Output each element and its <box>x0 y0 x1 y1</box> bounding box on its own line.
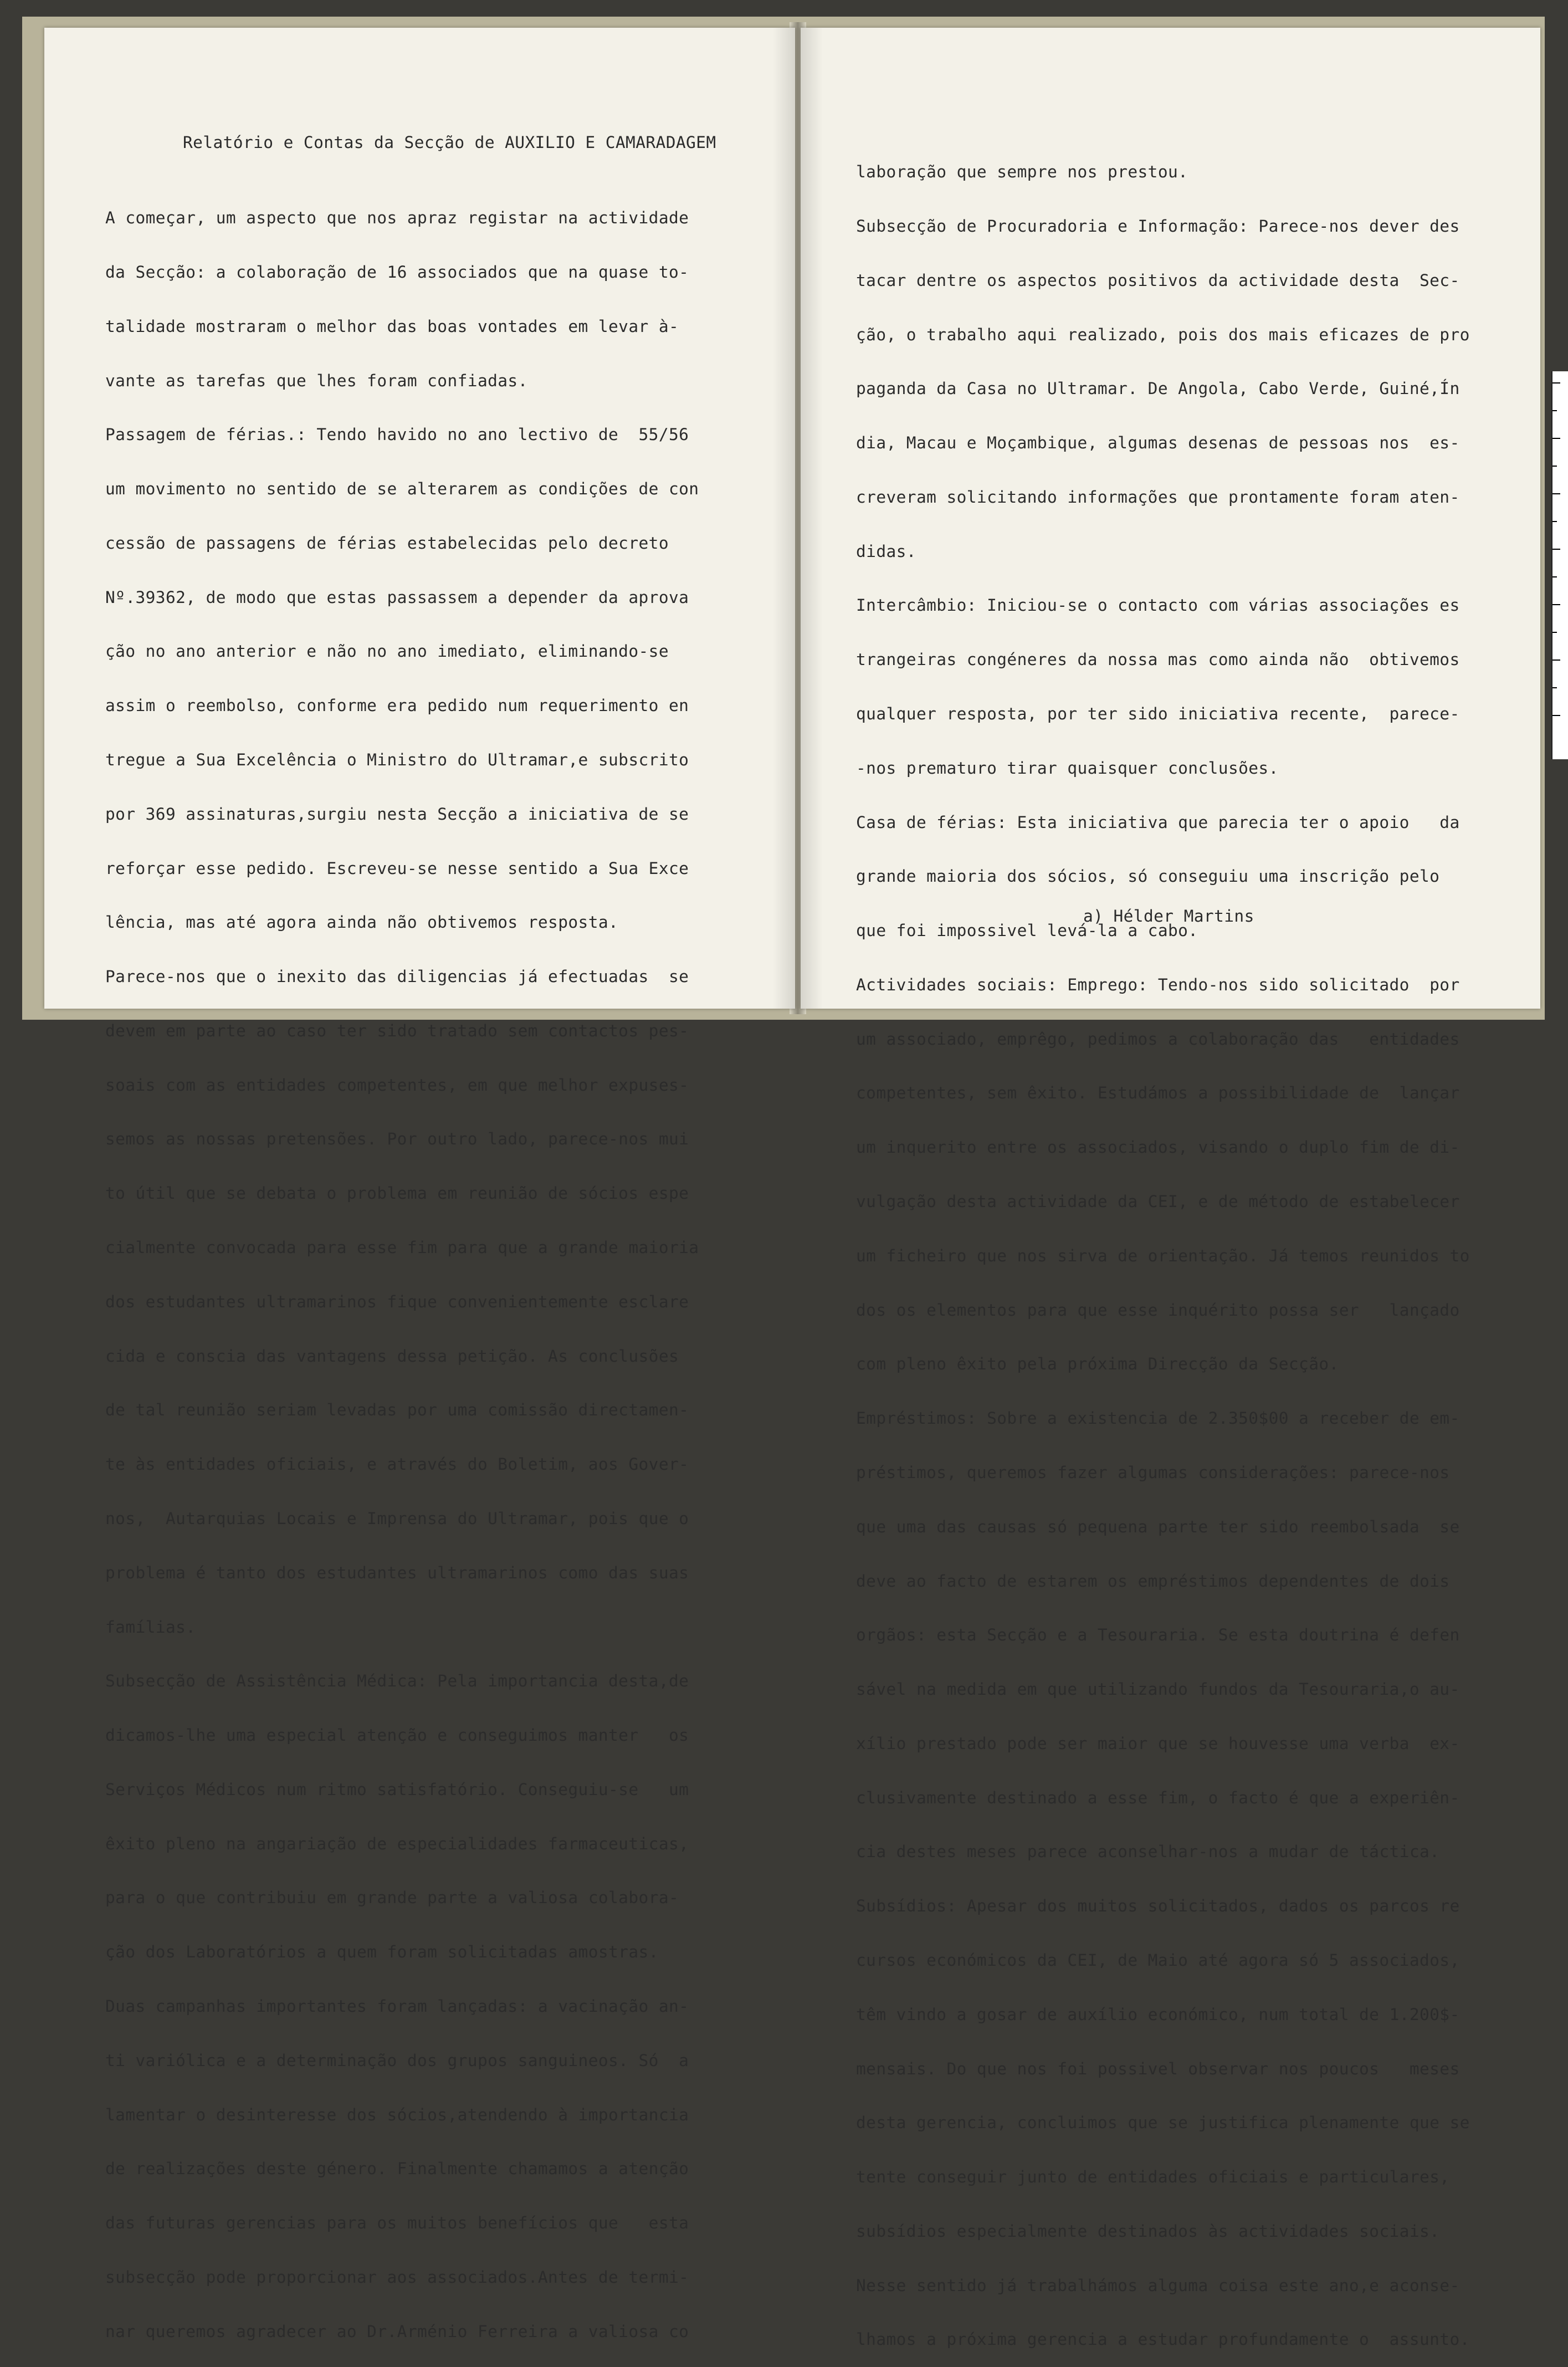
text-line: competentes, sem êxito. Estudámos a possibilidade de lançar <box>856 1083 1460 1103</box>
text-line: Empréstimos: Sobre a existencia de 2.350$00 a receber de em- <box>856 1409 1460 1428</box>
text-line: ção dos Laboratórios a quem foram solicitadas amostras. <box>105 1942 659 1962</box>
left-page-gutter-shadow <box>773 28 795 1009</box>
text-line: qualquer resposta, por ter sido iniciativa recente, parece- <box>856 704 1460 723</box>
text-line: tente conseguir junto de entidades oficiais e particulares, <box>856 2167 1450 2187</box>
text-line: vulgação desta actividade da CEI, e de método de estabelecer <box>856 1192 1460 1211</box>
text-line: semos as nossas pretensões. Por outro lado, parece-nos mui <box>105 1129 689 1149</box>
text-line: sável na medida em que utilizando fundos da Tesouraria,o au- <box>856 1680 1460 1699</box>
text-line: Duas campanhas importantes foram lançadas: a vacinação an- <box>105 1996 689 2016</box>
text-line: Parece-nos que o inexito das diligencias já efectuadas se <box>105 967 689 986</box>
ruler-tick <box>1552 466 1557 467</box>
text-line: que uma das causas só pequena parte ter sido reembolsada se <box>856 1517 1460 1536</box>
text-line: préstimos, queremos fazer algumas considerações: parece-nos <box>856 1463 1450 1482</box>
text-line: para o que contribuiu em grande parte a valiosa colabora- <box>105 1888 679 1908</box>
text-line: Subsídios: Apesar dos muitos solicitados, dados os parcos re <box>856 1896 1460 1916</box>
text-line: um movimento no sentido de se alterarem as condições de con <box>105 479 699 499</box>
text-line: dia, Macau e Moçambique, algumas desenas de pessoas nos es- <box>856 433 1460 453</box>
text-line: nos, Autarquias Locais e Imprensa do Ultramar, pois que o <box>105 1509 689 1528</box>
text-line: Serviços Médicos num ritmo satisfatório. Conseguiu-se um <box>105 1780 689 1799</box>
document-title: Relatório e Contas da Secção de AUXILIO E CAMARADAGEM <box>183 133 716 152</box>
ruler-tick <box>1552 521 1557 522</box>
text-line: paganda da Casa no Ultramar. De Angola, Cabo Verde, Guiné,Ín <box>856 379 1460 398</box>
section-heading-actividades-sociais: Actividades sociais: Emprego: Tendo-nos sido solicitado por <box>856 975 1460 994</box>
ruler-tick <box>1552 576 1557 577</box>
text-line: ti variólica e a determinação dos grupos sanguineos. Só a <box>105 2051 689 2070</box>
text-line: assim o reembolso, conforme era pedido num requerimento en <box>105 696 689 715</box>
text-line: ção no ano anterior e não no ano imediato, eliminando-se <box>105 642 669 661</box>
ruler-tick <box>1552 604 1560 605</box>
section-heading-assistencia-medica: Subsecção de Assistência Médica: Pela importancia desta,de <box>105 1671 689 1691</box>
text-line: talidade mostraram o melhor das boas vontades em levar à- <box>105 316 679 336</box>
text-line: clusivamente destinado a esse fim, o facto é que a experiên- <box>856 1788 1460 1807</box>
ruler-tick <box>1552 715 1560 716</box>
text-line: Nesse sentido já trabalhámos alguma coisa este ano,e aconse- <box>856 2276 1460 2295</box>
section-heading-passagem-de-ferias: Passagem de férias.: Tendo havido no ano lectivo de 55/56 <box>105 425 689 444</box>
section-heading-procuradoria: Subsecção de Procuradoria e Informação: Parece-nos dever des <box>856 216 1460 236</box>
text-line: ção, o trabalho aqui realizado, pois dos mais eficazes de pro <box>856 325 1470 344</box>
text-line: to útil que se debata o problema em reunião de sócios espe <box>105 1184 689 1203</box>
text-line: com pleno êxito pela próxima Direcção da Secção. <box>856 1354 1339 1374</box>
ruler-tick <box>1552 438 1560 439</box>
text-line: lência, mas até agora ainda não obtivemos resposta. <box>105 913 619 932</box>
text-line: cialmente convocada para esse fim para que a grande maioria <box>105 1238 699 1257</box>
text-line: que foi impossivel levá-la a cabo. <box>856 921 1198 940</box>
ruler-tick <box>1552 632 1557 633</box>
text-line: um inquerito entre os associados, visando o duplo fim de di- <box>856 1138 1460 1157</box>
ruler-tick <box>1552 687 1557 688</box>
right-page-gutter-shadow <box>801 28 823 1009</box>
text-line: xílio prestado pode ser maior que se houvesse uma verba ex- <box>856 1734 1460 1753</box>
left-page-text <box>105 173 699 2359</box>
text-line: dos estudantes ultramarinos fique convenientemente esclare <box>105 1292 689 1311</box>
ruler-tick <box>1552 660 1560 661</box>
text-line: te às entidades oficiais, e através do Boletim, aos Gover- <box>105 1455 689 1474</box>
text-line: creveram solicitando informações que prontamente foram aten- <box>856 487 1460 507</box>
text-line: de realizações deste género. Finalmente chamamos a atenção <box>105 2159 689 2179</box>
text-line: cia destes meses parece aconselhar-nos a mudar de táctica. <box>856 1842 1440 1862</box>
text-line: nar queremos agradecer ao Dr.Arménio Ferreira a valiosa co <box>105 2322 689 2341</box>
text-line: laboração que sempre nos prestou. <box>856 162 1188 182</box>
text-line: um associado, emprêgo, pedimos a colaboração das entidades <box>856 1029 1460 1049</box>
text-line: vante as tarefas que lhes foram confiadas. <box>105 371 528 390</box>
text-line: um ficheiro que nos sirva de orientação. Já temos reunidos to <box>856 1246 1470 1265</box>
ruler-tick <box>1552 493 1560 494</box>
text-line: das futuras gerencias para os muitos benefícios que esta <box>105 2213 689 2233</box>
text-line: dicamos-lhe uma especial atenção e conseguimos manter os <box>105 1726 689 1745</box>
text-line: tregue a Sua Excelência o Ministro do Ultramar,e subscrito <box>105 750 689 769</box>
text-line: trangeiras congéneres da nossa mas como ainda não obtivemos <box>856 650 1460 669</box>
text-line: lhamos a próxima gerencia a estudar profundamente o assunto. <box>856 2330 1470 2349</box>
text-line: subsecção pode proporcionar aos associados.Antes de termi- <box>105 2267 689 2287</box>
text-line: dos os elementos para que esse inquérito possa ser lançado <box>856 1300 1460 1320</box>
text-line: devem em parte ao caso ter sido tratado sem contactos pes- <box>105 1021 689 1040</box>
text-line: êxito pleno na angariação de especialidades farmaceuticas, <box>105 1834 689 1853</box>
right-page-text <box>856 127 1470 2367</box>
text-line: reforçar esse pedido. Escreveu-se nesse sentido a Sua Exce <box>105 858 689 878</box>
text-line: cessão de passagens de férias estabelecidas pelo decreto <box>105 533 669 553</box>
text-line: tacar dentre os aspectos positivos da actividade desta Sec- <box>856 270 1460 290</box>
text-line: desta gerencia, concluimos que se justifica plenamente que se <box>856 2113 1470 2133</box>
ruler-tick <box>1552 410 1557 411</box>
text-line: A começar, um aspecto que nos apraz registar na actividade <box>105 208 689 228</box>
text-line: Nº.39362, de modo que estas passassem a depender da aprova <box>105 587 689 607</box>
text-line: cursos económicos da CEI, de Maio até agora só 5 associados, <box>856 1950 1460 1970</box>
text-line: por 369 assinaturas,surgiu nesta Secção a iniciativa de se <box>105 804 689 824</box>
text-line: grande maioria dos sócios, só conseguiu uma inscrição pelo <box>856 867 1440 886</box>
section-heading-intercambio: Intercâmbio: Iniciou-se o contacto com várias associações es <box>856 596 1460 615</box>
text-line: problema é tanto dos estudantes ultramarinos como das suas <box>105 1563 689 1582</box>
section-heading-casa-de-ferias: Casa de férias: Esta iniciativa que parecia ter o apoio da <box>856 812 1460 832</box>
ruler-tick <box>1552 549 1560 550</box>
text-line: -nos prematuro tirar quaisquer conclusões. <box>856 758 1279 778</box>
text-line: da Secção: a colaboração de 16 associados que na quase to- <box>105 262 689 282</box>
text-line: deve ao facto de estarem os empréstimos dependentes de dois <box>856 1571 1450 1591</box>
scale-ruler <box>1551 371 1568 759</box>
text-line: têm vindo a gosar de auxílio económico, num total de 1.200$- <box>856 2005 1460 2024</box>
text-line: famílias. <box>105 1617 196 1637</box>
text-line: mensais. Do que nos foi possivel observar nos poucos meses <box>856 2059 1460 2078</box>
text-line: soais com as entidades competentes, em que melhor expuses- <box>105 1075 689 1095</box>
text-line: lamentar o desinteresse dos sócios,atendendo à importancia <box>105 2105 689 2124</box>
ruler-tick <box>1552 382 1560 384</box>
text-line: didas. <box>856 541 916 561</box>
signature: a) Hélder Martins <box>1083 907 1254 926</box>
text-line: orgãos: esta Secção e a Tesouraria. Se esta doutrina é defen <box>856 1625 1460 1645</box>
text-line: cida e conscia das vantagens dessa petição. As conclusões <box>105 1346 679 1366</box>
text-line: de tal reunião seriam levadas por uma comissão directamen- <box>105 1400 689 1420</box>
text-line: subsídios especialmente destinados às actividades sociais. <box>856 2221 1440 2241</box>
